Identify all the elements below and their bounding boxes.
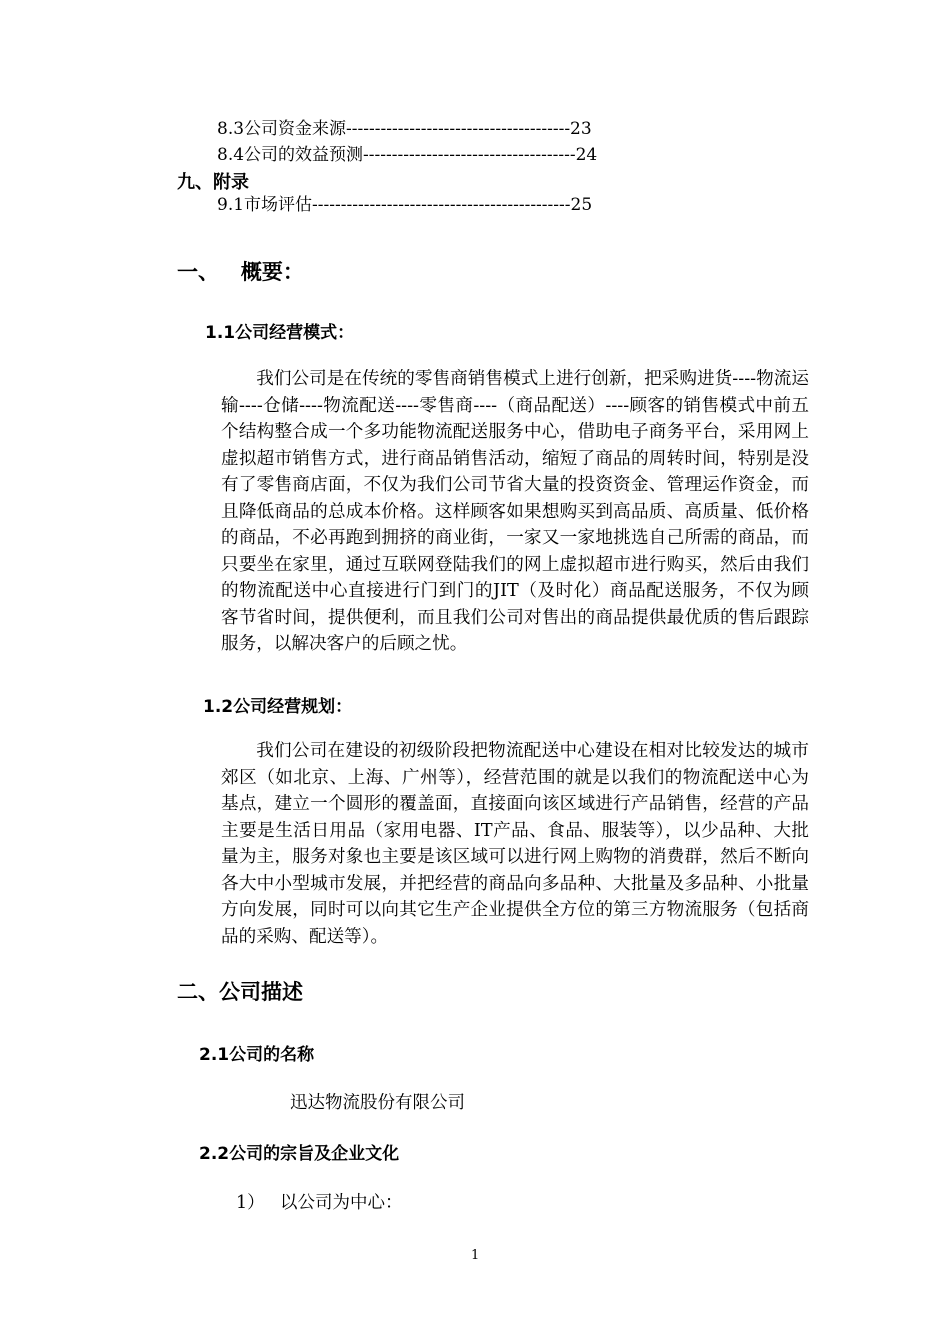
paragraph-business-model: 我们公司是在传统的零售商销售模式上进行创新，把采购进货----物流运输----仓储----物流配送----零售商----（商品配送）----顾客的销售模式中前五个结构整合成一个多功能物流配送服务中心，借助电子商务平台，采用网上虚拟超市销售方式，进行商品销售活动，缩短了商品的周转时间，特别是没有了零售商店面，不仅为我们公司节省大量的投资资金、管理运作资金，而且降低商品的总成本价格。这样顾客如果想购买到高品质、高质量、低价格的商品，不必再跑到拥挤的商业街，一家又一家地挑选自己所需的商品，而只要坐在家里，通过互联网登陆我们的网上虚拟超市进行购买，然后由我们的物流配送中心直接进行门到门的JIT（及时化）商品配送服务，不仅为顾客节省时间，提供便利，而且我们公司对售出的商品提供最优质的售后跟踪服务，以解决客户的后顾之忧。	[221, 369, 809, 654]
subsection-heading-business-model: 1.1公司经营模式：	[205, 323, 355, 343]
section-heading-company-description: 二、公司描述	[177, 980, 303, 1004]
company-name-text: 迅达物流股份有限公司	[290, 1093, 465, 1113]
page-number: 1	[471, 1248, 480, 1263]
toc-heading-appendix[interactable]: 九、附录	[177, 172, 249, 193]
toc-item-8-3[interactable]: 8.3公司资金来源---------------------------------------23	[217, 119, 592, 139]
toc-item-8-4[interactable]: 8.4公司的效益预测-------------------------------------24	[217, 145, 598, 165]
subsection-heading-mission-culture: 2.2公司的宗旨及企业文化	[199, 1144, 400, 1164]
subsection-heading-business-plan: 1.2公司经营规划：	[203, 697, 353, 717]
list-item-number: 1）	[236, 1193, 265, 1213]
toc-item-9-1[interactable]: 9.1市场评估---------------------------------------------25	[217, 195, 593, 215]
paragraph-business-plan: 我们公司在建设的初级阶段把物流配送中心建设在相对比较发达的城市郊区（如北京、上海、广州等），经营范围的就是以我们的物流配送中心为基点，建立一个圆形的覆盖面，直接面向该区域进行产品销售，经营的产品主要是生活日用品（家用电器、IT产品、食品、服装等），以少品种、大批量为主，服务对象也主要是该区域可以进行网上购物的消费群，然后不断向各大中小型城市发展，并把经营的商品向多品种、大批量及多品种、小批量方向发展，同时可以向其它生产企业提供全方位的第三方物流服务（包括商品的采购、配送等）。	[221, 741, 809, 947]
list-item-text: 以公司为中心：	[280, 1193, 403, 1213]
subsection-heading-company-name: 2.1公司的名称	[199, 1045, 315, 1065]
section-heading-overview: 一、 概要：	[177, 260, 304, 284]
